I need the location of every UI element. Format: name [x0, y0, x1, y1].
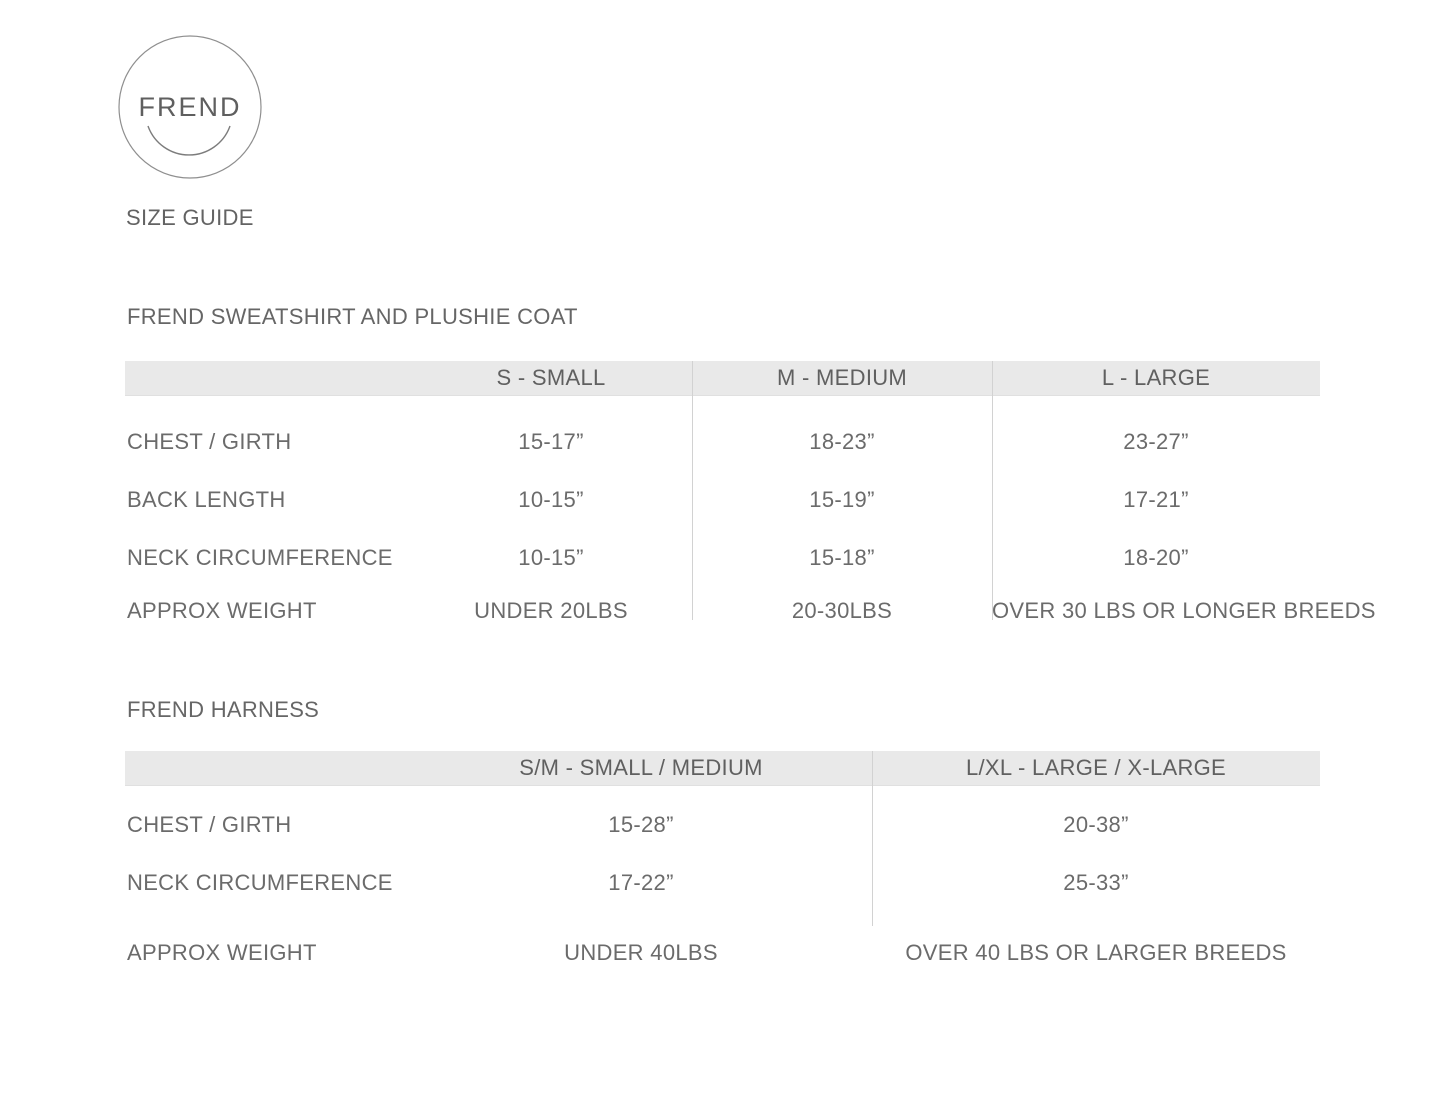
table-header-row — [125, 361, 1320, 396]
table-row-neck-circumference — [125, 868, 1320, 898]
cell-value: 20-38” — [1063, 812, 1129, 837]
cell-value: 10-15” — [518, 545, 584, 570]
page-title: SIZE GUIDE — [126, 205, 254, 230]
column-header-s-small: S - SMALL — [496, 365, 606, 390]
cell-value: 15-18” — [809, 545, 875, 570]
column-header-m-medium: M - MEDIUM — [776, 365, 908, 390]
harness-size-table — [125, 751, 1320, 981]
table-row-approx-weight — [125, 596, 1376, 626]
cell-value: OVER 40 LBS OR LARGER BREEDS — [905, 940, 1287, 965]
table-row-back-length — [125, 485, 1320, 515]
cell-value: 15-28” — [608, 812, 674, 837]
cell-value: 20-30LBS — [791, 598, 893, 623]
cell-value: UNDER 20LBS — [474, 598, 628, 623]
cell-value: 18-20” — [1123, 545, 1189, 570]
cell-value: 18-23” — [809, 429, 875, 454]
row-label: BACK LENGTH — [127, 487, 286, 512]
logo-wordmark: FREND — [138, 92, 242, 122]
cell-value: 15-19” — [809, 487, 875, 512]
sweatshirt-coat-size-table — [125, 361, 1376, 631]
cell-value: 23-27” — [1123, 429, 1189, 454]
column-header-l-large: L - LARGE — [1101, 365, 1211, 390]
row-label: CHEST / GIRTH — [127, 812, 292, 837]
table-header-row — [125, 751, 1320, 786]
row-label: APPROX WEIGHT — [127, 598, 317, 623]
row-label: NECK CIRCUMFERENCE — [127, 870, 393, 895]
table-row-approx-weight — [125, 938, 1320, 968]
row-label: CHEST / GIRTH — [127, 429, 292, 454]
table-row-neck-circumference — [125, 543, 1320, 573]
cell-value: 17-21” — [1123, 487, 1189, 512]
cell-value: 25-33” — [1063, 870, 1129, 895]
cell-value: OVER 30 LBS OR LONGER BREEDS — [992, 598, 1376, 623]
table-row-chest-girth — [125, 427, 1320, 457]
column-header-lxl-large-xlarge: L/XL - LARGE / X-LARGE — [965, 755, 1227, 780]
table-row-chest-girth — [125, 810, 1320, 840]
cell-value: 15-17” — [518, 429, 584, 454]
smile-arc-icon — [148, 126, 230, 155]
row-label: APPROX WEIGHT — [127, 940, 317, 965]
cell-value: 17-22” — [608, 870, 674, 895]
section-title-harness: FREND HARNESS — [127, 697, 320, 722]
cell-value: 10-15” — [518, 487, 584, 512]
frend-smiley-logo-icon — [118, 35, 262, 179]
cell-value: UNDER 40LBS — [564, 940, 718, 965]
section-title-sweatshirt-coat: FREND SWEATSHIRT AND PLUSHIE COAT — [127, 304, 578, 329]
row-label: NECK CIRCUMFERENCE — [127, 545, 393, 570]
column-header-sm-small-medium: S/M - SMALL / MEDIUM — [519, 755, 763, 780]
